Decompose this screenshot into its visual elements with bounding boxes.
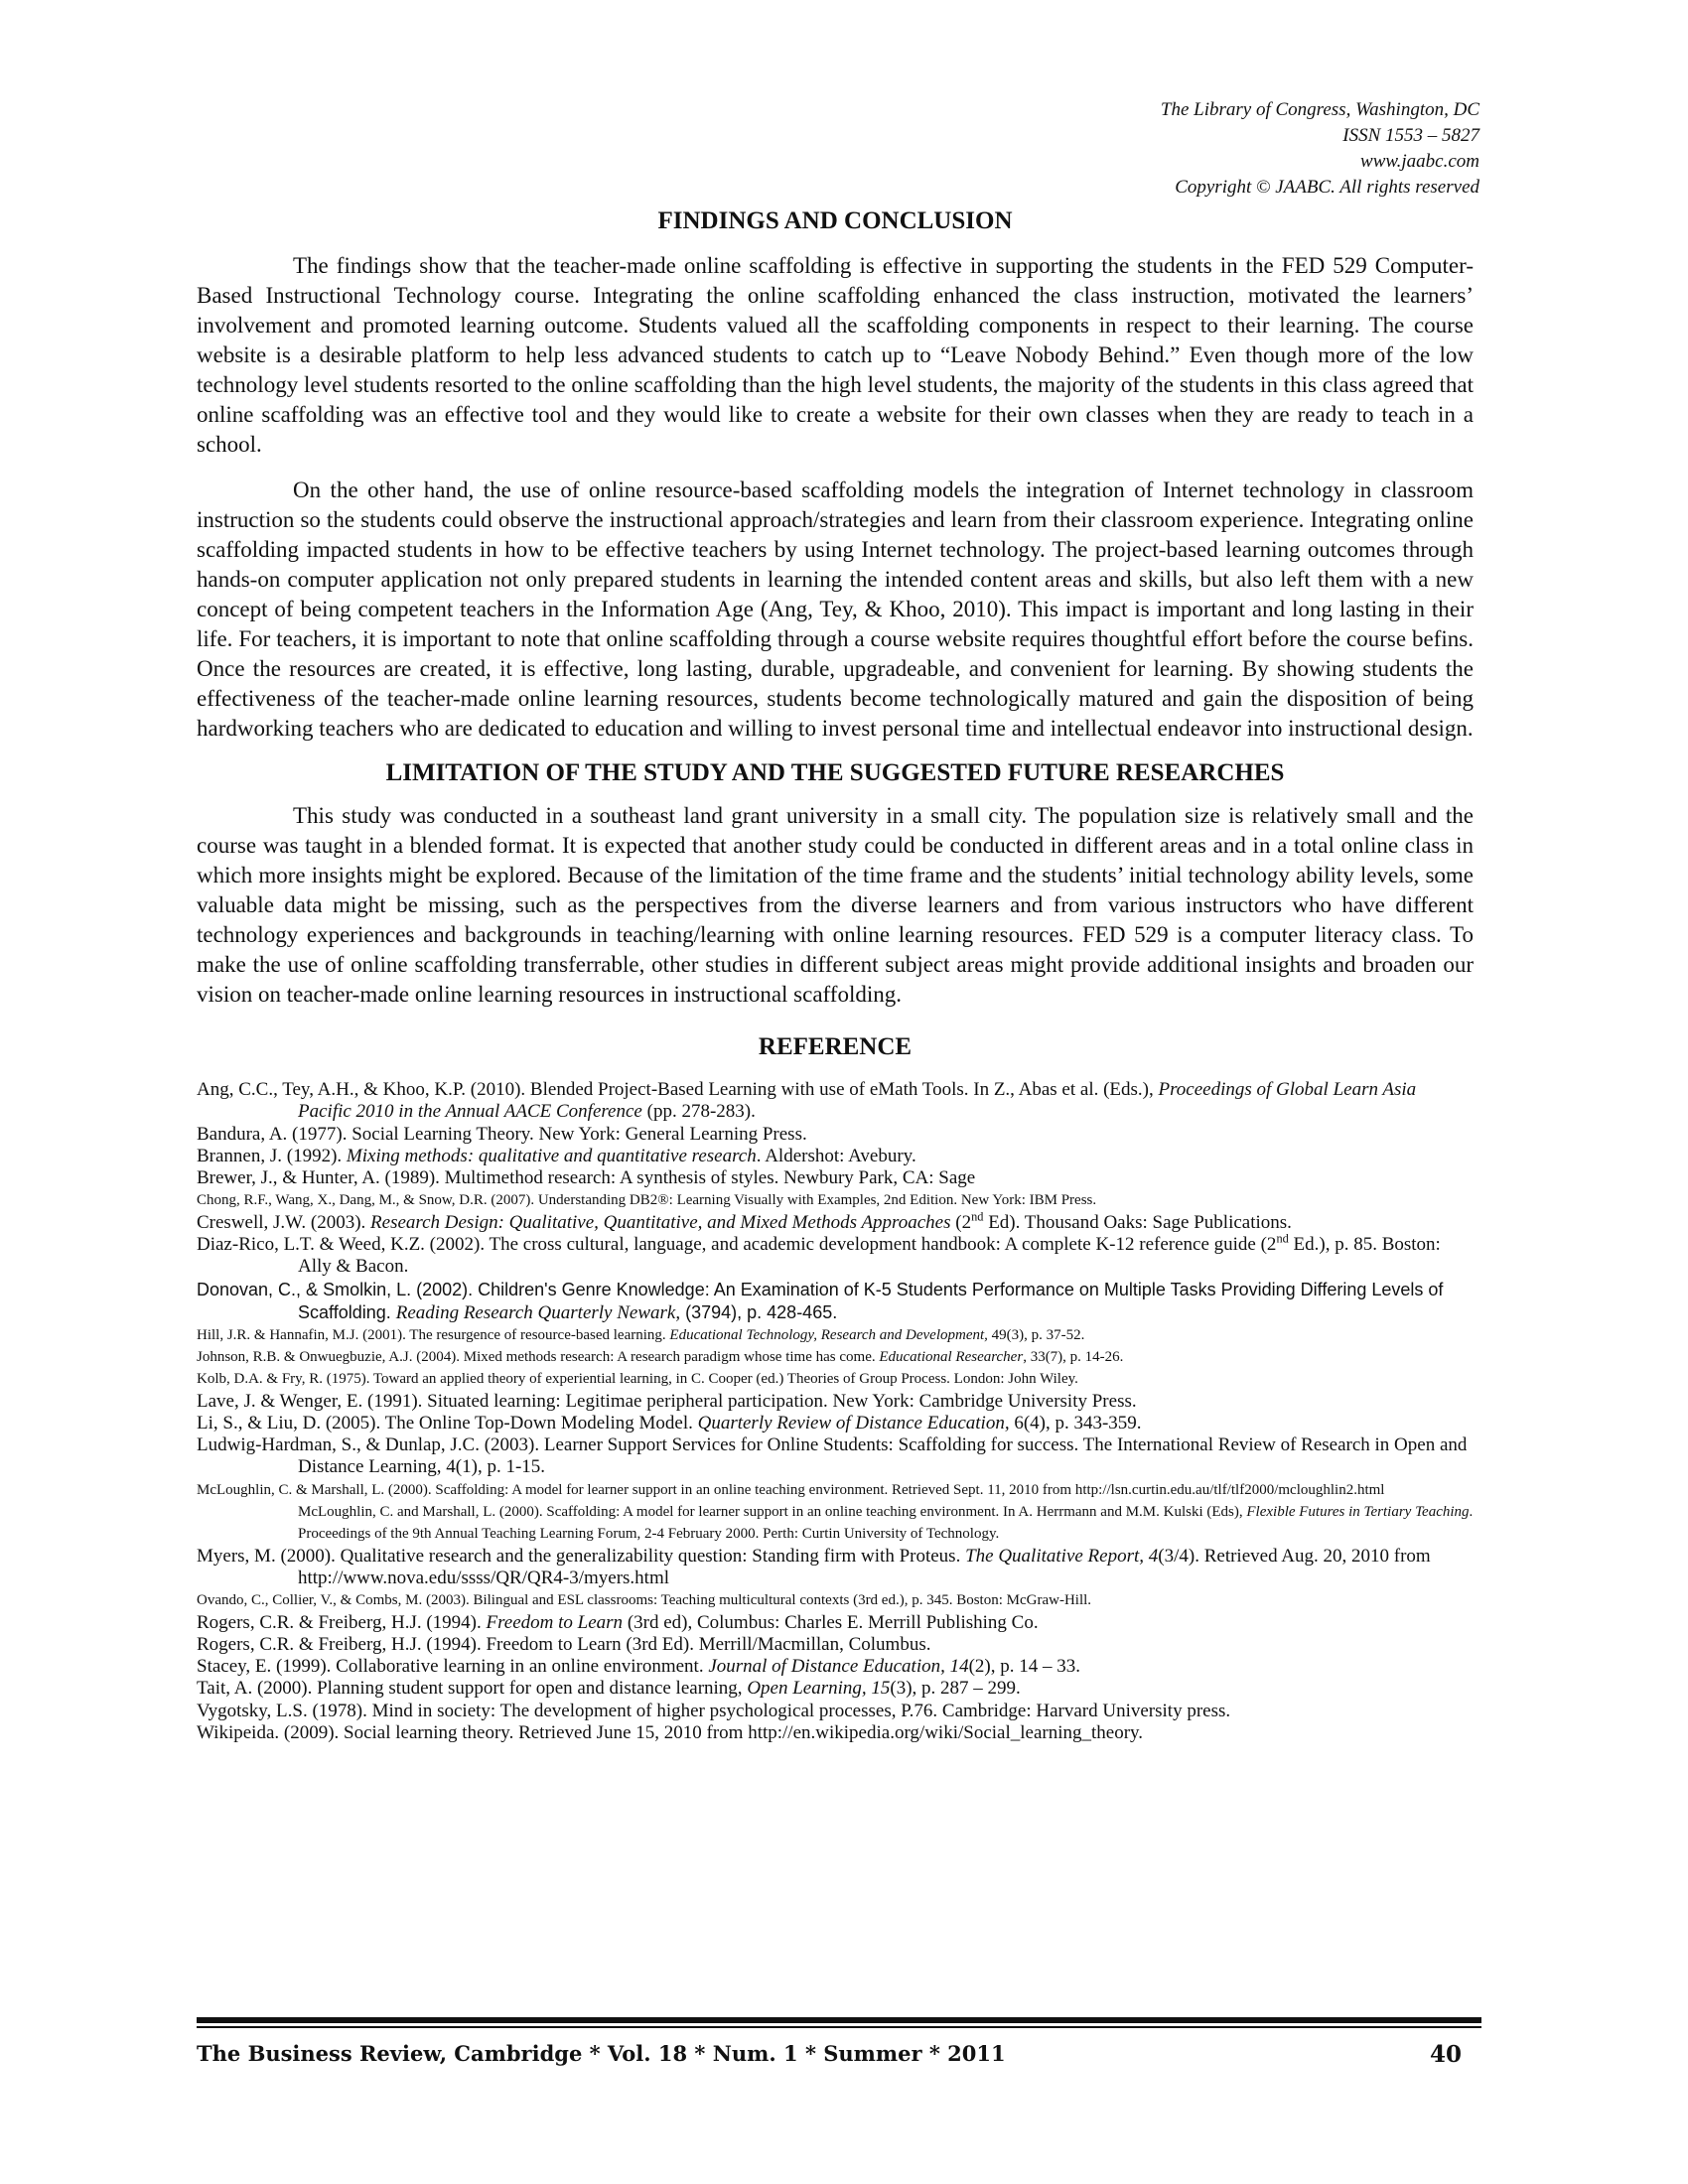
ref-text: (3rd ed), Columbus: Charles E. Merrill Publishing Co. — [623, 1611, 1039, 1633]
ref-text: Rogers, C.R. & Freiberg, H.J. (1994). — [197, 1611, 487, 1633]
ref-source: Mixing methods: qualitative and quantitative research — [346, 1145, 757, 1166]
ref-source: Educational Technology, Research and Development, — [669, 1326, 988, 1343]
ref-text: , 33 — [1023, 1348, 1046, 1365]
limitation-heading: LIMITATION OF THE STUDY AND THE SUGGESTED FUTURE RESEARCHES — [385, 759, 1285, 786]
journal-citation: The Business Review, Cambridge * Vol. 18 * Num. 1 * Summer * 2011 — [197, 2041, 1006, 2066]
ref-superscript: nd — [1276, 1231, 1289, 1246]
reference-item — [197, 1346, 1474, 1368]
ref-source: Quarterly Review of Distance Education, — [697, 1412, 1010, 1433]
ref-text: (3794), p. 428-465. — [680, 1301, 838, 1322]
ref-text: Diaz-Rico, L.T. & Weed, K.Z. (2002). The cross cultural, language, and academic development handbook: A complete K-12 reference guide (2 — [197, 1234, 1277, 1256]
ref-text: Johnson, R.B. & Onwuegbuzie, A.J. (2004). Mixed methods research: A research paradigm whose time has come. — [197, 1348, 880, 1365]
reference-item: Bandura, A. (1977). Social Learning Theory. New York: General Learning Press. — [197, 1123, 807, 1145]
ref-source: The Qualitative Report, 4 — [965, 1545, 1159, 1567]
reference-list — [197, 1079, 1474, 1744]
limitation-paragraph: This study was conducted in a southeast land grant university in a small city. The population size is relatively small and the course was taught in a blended format. It is expected that another study could be conducted in different areas and in a total online class in which more insights might be explored. Because of the limitation of the time frame and the students’ initial technology ability levels, some valuable data might be missing, such as the perspectives from the diverse learners and from various instructors who have different technology experiences and backgrounds in teaching/learning with online learning resources. FED 529 is a computer literacy class. To make the use of online scaffolding transferrable, other studies in different subject areas might provide additional insights and broaden our vision on teacher-made online learning resources in instructional scaffolding. — [197, 803, 1474, 1007]
header-library: The Library of Congress, Washington, DC — [1160, 99, 1479, 120]
ref-text: 6(4), p. 343-359. — [1009, 1412, 1142, 1433]
ref-source: Journal of Distance Education, 14 — [708, 1656, 969, 1678]
ref-text: (2 — [950, 1211, 972, 1233]
reference-item — [197, 1656, 1474, 1678]
reference-item: Lave, J. & Wenger, E. (1991). Situated learning: Legitimae peripheral participation. New York: Cambridge University Press. — [197, 1390, 1137, 1412]
reference-item — [197, 1231, 1474, 1279]
ref-text: (2), p. 14 – 33. — [968, 1656, 1081, 1678]
ref-source: Proceedings of Global Learn Asia Pacific 2010 in the Annual AACE Conference — [298, 1079, 1417, 1123]
ref-text: (7), p. 14-26. — [1045, 1348, 1124, 1365]
ref-text: Brannen, J. (1992). — [197, 1145, 347, 1166]
reference-item — [197, 1413, 1474, 1434]
ref-superscript: nd — [971, 1209, 984, 1224]
ref-text: Ang, C.C., Tey, A.H., & Khoo, K.P. (2010). Blended Project-Based Learning with use of eMath Tools. In Z., Abas et al. (Eds.), — [197, 1079, 1159, 1100]
footer-rule-thin — [197, 2026, 1481, 2028]
footer-rule-thick — [197, 2017, 1481, 2023]
reference-item — [197, 1678, 1474, 1700]
header-website: www.jaabc.com — [1360, 151, 1479, 172]
reference-item — [197, 1501, 1474, 1546]
ref-text: Tait, A. (2000). Planning student support for open and distance learning, — [197, 1678, 748, 1700]
reference-item — [197, 1324, 1474, 1346]
reference-item: McLoughlin, C. & Marshall, L. (2000). Scaffolding: A model for learner support in an online teaching environment. Retrieved Sept. 11, 2010 from http://lsn.curtin.edu.au/tlf/tlf2000/mcloughlin2.html — [197, 1481, 1385, 1498]
reference-item — [197, 1279, 1474, 1324]
ref-source: Open Learning, 15 — [747, 1678, 891, 1700]
ref-text: Stacey, E. (1999). Collaborative learning in an online environment. — [197, 1656, 709, 1678]
ref-text: Ed). Thousand Oaks: Sage Publications. — [983, 1211, 1292, 1233]
ref-text: (pp. 278-283). — [641, 1101, 756, 1123]
page-number: 40 — [1429, 2041, 1462, 2068]
publisher-header — [1161, 97, 1479, 201]
reference-item — [197, 1209, 1474, 1234]
findings-heading: FINDINGS AND CONCLUSION — [657, 207, 1013, 234]
reference-item: Ludwig-Hardman, S., & Dunlap, J.C. (2003). Learner Support Services for Online Students: Scaffolding for success. The International Review of Research in Open and Distance Learning, 4(1), p. 1-15. — [197, 1434, 1468, 1478]
page-footer — [197, 2037, 1481, 2073]
ref-text: Li, S., & Liu, D. (2005). The Online Top-Down Modeling Model. — [197, 1412, 698, 1433]
ref-source: Reading Research Quarterly Newark, — [395, 1301, 681, 1323]
ref-source: Educational Researcher — [879, 1348, 1024, 1365]
reference-item: Ovando, C., Collier, V., & Combs, M. (2003). Bilingual and ESL classrooms: Teaching multicultural contexts (3rd ed.), p. 345. Boston: McGraw-Hill. — [197, 1592, 1092, 1609]
reference-item: Chong, R.F., Wang, X., Dang, M., & Snow, D.R. (2007). Understanding DB2®: Learning Visually with Examples, 2nd Edition. New York: IBM Press. — [197, 1192, 1097, 1209]
ref-text: Myers, M. (2000). Qualitative research and the generalizability question: Standing firm with Proteus. — [197, 1545, 966, 1567]
ref-text: McLoughlin, C. and Marshall, L. (2000). Scaffolding: A model for learner support in an online teaching environment. In A. Herrmann and M.M. Kulski (Eds), — [298, 1504, 1247, 1521]
reference-item — [197, 1546, 1474, 1590]
reference-item: Wikipeida. (2009). Social learning theory. Retrieved June 15, 2010 from http://en.wikipedia.org/wiki/Social_learning_theory. — [197, 1722, 1144, 1744]
article-body — [197, 205, 1474, 1744]
reference-item — [197, 1612, 1474, 1634]
ref-text: Ed.), p. 85. Boston: Ally & Bacon. — [298, 1234, 1441, 1278]
header-issn: ISSN 1553 – 5827 — [1342, 125, 1479, 146]
reference-item: Brewer, J., & Hunter, A. (1989). Multimethod research: A synthesis of styles. Newbury Park, CA: Sage — [197, 1167, 976, 1189]
ref-text: . Proceedings of the 9th Annual Teaching Learning Forum, 2-4 February 2000. Perth: Curtin University of Technology. — [298, 1504, 1474, 1543]
ref-text: (3/4). Retrieved Aug. 20, 2010 from http://www.nova.edu/ssss/QR/QR4-3/myers.html — [298, 1545, 1431, 1588]
header-copyright: Copyright © JAABC. All rights reserved — [1175, 177, 1479, 198]
reference-item — [197, 1079, 1474, 1124]
ref-text: Donovan, C., & Smolkin, L. (2002). Children's Genre Knowledge: An Examination of K-5 Students Performance on Multiple Tasks Providing Differing Levels of Scaffolding. — [197, 1279, 1444, 1322]
ref-text: 49(3), p. 37-52. — [987, 1326, 1085, 1343]
ref-text: (3), p. 287 – 299. — [890, 1678, 1021, 1700]
reference-heading: REFERENCE — [758, 1033, 913, 1060]
findings-paragraph-1: The findings show that the teacher-made online scaffolding is effective in supporting the students in the FED 529 Computer-Based Instructional Technology course. Integrating the online scaffolding enhanced the class instruction, motivated the learners’ involvement and promoted learning outcome. Students valued all the scaffolding components in respect to their learning. The course website is a desirable platform to help less advanced students to catch up to “Leave Nobody Behind.” Even though more of the low technology level students resorted to the online scaffolding than the high level students, the majority of the students in this class agreed that online scaffolding was an effective tool and they would like to create a website for their own classes when they are ready to teach in a school. — [197, 253, 1474, 457]
reference-item: Rogers, C.R. & Freiberg, H.J. (1994). Freedom to Learn (3rd Ed). Merrill/Macmillan, Columbus. — [197, 1633, 931, 1655]
ref-source: Research Design: Qualitative, Quantitative, and Mixed Methods Approaches — [370, 1211, 951, 1233]
reference-item: Kolb, D.A. & Fry, R. (1975). Toward an applied theory of experiential learning, in C. Cooper (ed.) Theories of Group Process. London: John Wiley. — [197, 1371, 1078, 1388]
reference-item — [197, 1146, 1474, 1167]
reference-item: Vygotsky, L.S. (1978). Mind in society: The development of higher psychological processes, P.76. Cambridge: Harvard University press. — [197, 1700, 1231, 1721]
ref-text: Hill, J.R. & Hannafin, M.J. (2001). The resurgence of resource-based learning. — [197, 1326, 670, 1343]
ref-text: . Aldershot: Avebury. — [756, 1145, 916, 1166]
findings-paragraph-2: On the other hand, the use of online resource-based scaffolding models the integration of Internet technology in classroom instruction so the students could observe the instructional approach/strategies and learn from their classroom experience. Integrating online scaffolding impacted students in how to be effective teachers by using Internet technology. The project-based learning outcomes through hands-on computer application not only prepared students in learning the intended content areas and skills, but also left them with a new concept of being competent teachers in the Information Age (Ang, Tey, & Khoo, 2010). This impact is important and long lasting in their life. For teachers, it is important to note that online scaffolding through a course website requires thoughtful effort before the course befins. Once the resources are created, it is effective, long lasting, durable, upgradeable, and convenient for learning. By showing students the effectiveness of the teacher-made online learning resources, students become technologically matured and gain the disposition of being hardworking teachers who are dedicated to education and willing to invest personal time and intellectual endeavor into instructional design. — [197, 478, 1474, 741]
ref-source: Flexible Futures in Tertiary Teaching — [1246, 1504, 1470, 1521]
ref-source: Freedom to Learn — [486, 1611, 624, 1633]
ref-text: Creswell, J.W. (2003). — [197, 1211, 371, 1233]
